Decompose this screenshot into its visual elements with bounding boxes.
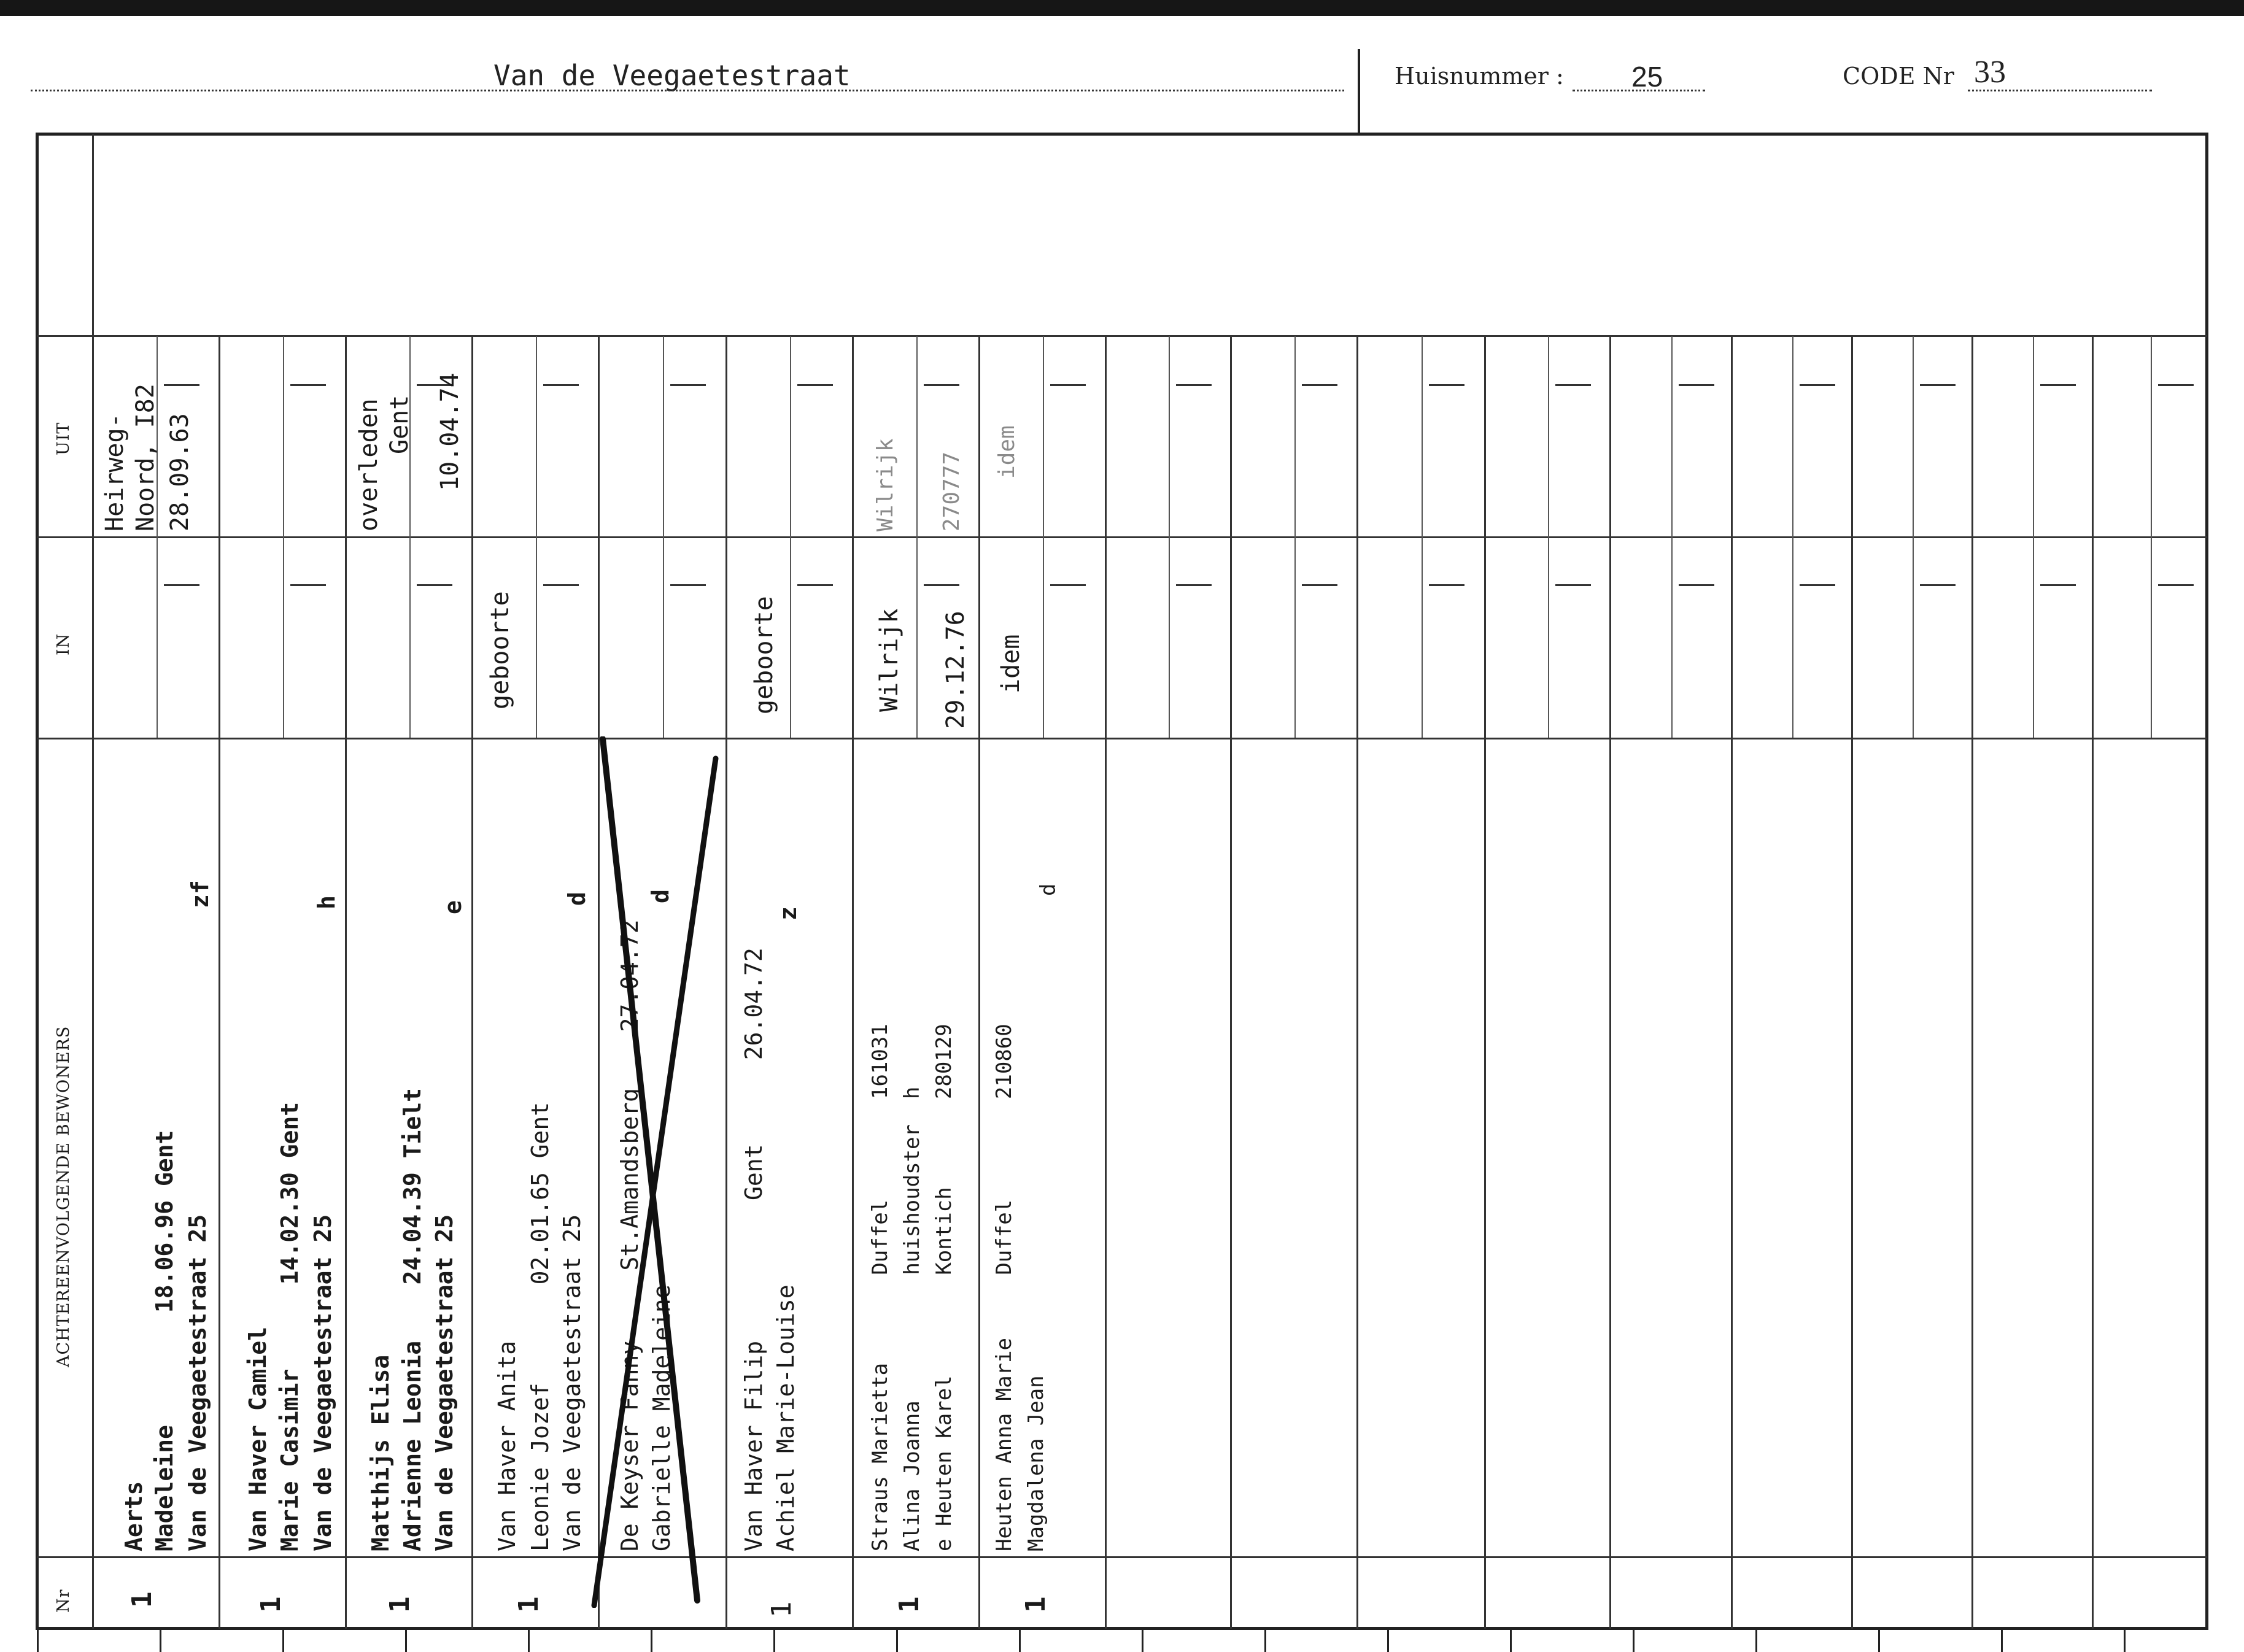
- sub-column-divider: [663, 336, 664, 738]
- code-label: CODE Nr: [1843, 63, 1954, 90]
- empty-field-dash: [1679, 584, 1714, 586]
- street-name: Van de Veegaetestraat: [493, 59, 851, 92]
- entry-7-uit-line-2: 270777: [939, 451, 964, 531]
- entry-4-line-1: Van Haver Anita: [493, 1340, 520, 1551]
- empty-field-dash: [164, 384, 199, 386]
- empty-field-dash: [797, 584, 833, 586]
- empty-field-dash: [543, 384, 579, 386]
- entry-7-uit-line-1: Wilrijk: [873, 438, 898, 531]
- sub-column-divider: [1671, 336, 1673, 738]
- empty-field-dash: [924, 384, 959, 386]
- entry-3-nr: 1: [384, 1596, 416, 1613]
- empty-field-dash: [1050, 584, 1086, 586]
- sub-column-divider: [1422, 336, 1423, 738]
- empty-field-dash: [797, 384, 833, 386]
- grid-line-uit-top: [37, 335, 2207, 337]
- sub-column-divider: [536, 336, 537, 738]
- bottom-tick: [896, 1627, 898, 1652]
- bottom-tick: [651, 1627, 652, 1652]
- bottom-tick: [1387, 1627, 1389, 1652]
- sub-column-divider: [1169, 336, 1170, 738]
- top-edge-band: [0, 0, 2244, 16]
- entry-1-uit-line-2: Noord, I82: [131, 384, 160, 531]
- bottom-tick: [1019, 1627, 1021, 1652]
- empty-field-dash: [1429, 584, 1464, 586]
- empty-field-dash: [1555, 584, 1591, 586]
- empty-field-dash: [1800, 384, 1835, 386]
- entry-4-line-2: Leonie Jozef 02.01.65 Gent: [527, 1102, 554, 1551]
- bottom-tick: [773, 1627, 775, 1652]
- entry-6-line-2: Achiel Marie-Louise: [772, 1284, 799, 1551]
- entry-3-line-3: Van de Veegaetestraat 25: [431, 1214, 458, 1551]
- column-divider: [2092, 336, 2094, 1629]
- entry-3-line-1: Matthijs Elisa: [367, 1354, 394, 1551]
- empty-field-dash: [290, 584, 326, 586]
- column-divider: [1105, 336, 1107, 1629]
- entry-5-line-2: Gabrielle Madeleine: [648, 1284, 675, 1551]
- sub-column-divider: [916, 336, 918, 738]
- entry-6-nr: 1: [766, 1601, 797, 1618]
- empty-field-dash: [417, 584, 452, 586]
- column-divider: [1731, 336, 1733, 1629]
- cross-out-mark: [589, 736, 730, 1608]
- empty-field-dash: [670, 584, 706, 586]
- entry-8-in-line-1: idem: [997, 634, 1025, 693]
- empty-field-dash: [1429, 384, 1464, 386]
- empty-field-dash: [2158, 384, 2194, 386]
- entry-2-nr: 1: [255, 1596, 287, 1613]
- empty-field-dash: [2040, 584, 2076, 586]
- empty-field-dash: [1050, 384, 1086, 386]
- entry-4-line-3: Van de Veegaetestraat 25: [559, 1214, 586, 1551]
- entry-3-line-2: Adrienne Leonia 24.04.39 Tielt: [399, 1088, 426, 1551]
- row-label-nr: Nr: [54, 1589, 73, 1613]
- bottom-tick: [1633, 1627, 1635, 1652]
- sub-column-divider: [1913, 336, 1914, 738]
- entry-3-mark: e: [439, 900, 466, 914]
- entry-6-line-1: Van Haver Filip Gent 26.04.72: [740, 948, 767, 1551]
- entry-7-nr: 1: [894, 1596, 925, 1613]
- empty-field-dash: [2040, 384, 2076, 386]
- entry-8-nr: 1: [1020, 1596, 1051, 1613]
- grid-line-in-top: [37, 536, 2207, 538]
- entry-7-in-line-2: 29.12.76: [942, 611, 970, 729]
- entry-2-mark: h: [313, 895, 340, 909]
- header-divider: [1358, 49, 1360, 133]
- bottom-tick: [282, 1627, 284, 1652]
- sub-column-divider: [1548, 336, 1549, 738]
- street-dotted-line: [31, 90, 1344, 91]
- entry-2-line-3: Van de Veegaetestraat 25: [309, 1214, 336, 1551]
- empty-field-dash: [670, 384, 706, 386]
- column-divider: [1971, 336, 1973, 1629]
- register-grid: [36, 133, 2208, 1630]
- sub-column-divider: [283, 336, 284, 738]
- entry-5-mark: d: [647, 889, 674, 903]
- entry-1-line-1: Aerts: [120, 1481, 147, 1551]
- sub-column-divider: [2033, 336, 2034, 738]
- empty-field-dash: [290, 384, 326, 386]
- grid-line-nr-top: [37, 1556, 2207, 1558]
- empty-field-dash: [543, 584, 579, 586]
- sub-column-divider: [790, 336, 791, 738]
- house-number-label: Huisnummer :: [1395, 63, 1564, 90]
- entry-4-nr: 1: [513, 1596, 544, 1613]
- bottom-tick: [2001, 1627, 2003, 1652]
- empty-field-dash: [1302, 384, 1337, 386]
- empty-field-dash: [924, 584, 959, 586]
- bottom-tick: [1755, 1627, 1757, 1652]
- entry-3-uit-line-1: overleden: [355, 398, 383, 531]
- entry-7-line-1: Straus Marietta Duffel 161031: [868, 1024, 892, 1551]
- code-dotted-line: [1968, 90, 2152, 91]
- bottom-tick: [37, 1627, 39, 1652]
- entry-2-line-2: Marie Casimir 14.02.30 Gent: [276, 1102, 303, 1551]
- column-divider: [1356, 336, 1358, 1629]
- empty-field-dash: [1920, 384, 1956, 386]
- sub-column-divider: [1294, 336, 1296, 738]
- entry-2-line-1: Van Haver Camiel: [244, 1326, 271, 1551]
- entry-8-uit-line-1: idem: [994, 425, 1019, 479]
- row-label-in: IN: [54, 633, 73, 655]
- entry-6-mark: z: [775, 906, 802, 921]
- code-number: 33: [1974, 55, 2006, 90]
- entry-6-in-line-1: geboorte: [750, 596, 778, 714]
- bottom-tick: [1142, 1627, 1143, 1652]
- bottom-tick: [405, 1627, 407, 1652]
- entry-4-in-line-1: geboorte: [486, 591, 514, 709]
- empty-field-dash: [1555, 384, 1591, 386]
- column-divider: [345, 336, 347, 1629]
- entry-5-line-1: De Keyser Fanny St.Amandsberg 27.04.72: [616, 919, 643, 1551]
- bottom-tick: [1510, 1627, 1512, 1652]
- sub-column-divider: [1792, 336, 1793, 738]
- entry-1-line-3: Van de Veegaetestraat 25: [184, 1214, 211, 1551]
- column-divider: [1484, 336, 1486, 1629]
- entry-3-uit-line-2: Gent: [385, 395, 414, 454]
- entry-1-line-2: Madeleine 18.06.96 Gent: [151, 1130, 178, 1551]
- empty-field-dash: [1800, 584, 1835, 586]
- house-number-dotted-line: [1573, 90, 1705, 91]
- empty-field-dash: [1920, 584, 1956, 586]
- bottom-tick: [528, 1627, 530, 1652]
- entry-1-nr: 1: [126, 1591, 158, 1608]
- column-divider: [219, 336, 220, 1629]
- entry-8-line-2: Magdalena Jean: [1024, 1375, 1048, 1551]
- empty-field-dash: [1176, 584, 1212, 586]
- column-divider: [1609, 336, 1611, 1629]
- entry-1-mark: zf: [187, 880, 214, 908]
- entry-7-in-line-1: Wilrijk: [875, 608, 903, 712]
- bottom-tick: [1878, 1627, 1880, 1652]
- empty-field-dash: [1679, 384, 1714, 386]
- row-label-residents: ACHTEREENVOLGENDE BEWONERS: [54, 1025, 73, 1367]
- entry-7-line-3: e Heuten Karel Kontich 280129: [932, 1024, 956, 1551]
- empty-field-dash: [2158, 584, 2194, 586]
- column-divider: [978, 336, 980, 1629]
- grid-line-residents-top: [37, 738, 2207, 739]
- sub-column-divider: [1043, 336, 1044, 738]
- entry-4-mark: d: [563, 892, 590, 906]
- column-divider: [1230, 336, 1232, 1629]
- bottom-tick: [1264, 1627, 1266, 1652]
- entry-8-line-1: Heuten Anna Marie Duffel 210860: [992, 1024, 1016, 1551]
- house-number-value: 25: [1631, 61, 1663, 93]
- sub-column-divider: [2151, 336, 2152, 738]
- column-divider: [852, 336, 854, 1629]
- row-label-uit: UIT: [54, 422, 73, 455]
- empty-field-dash: [1302, 584, 1337, 586]
- entry-7-line-2: Alina Joanna huishoudster h: [900, 1086, 924, 1551]
- empty-field-dash: [1176, 384, 1212, 386]
- entry-1-uit-line-1: Heirweg-: [101, 413, 129, 531]
- column-divider: [1851, 336, 1853, 1629]
- entry-3-uit-line-3: 10.04.74: [436, 372, 464, 491]
- bottom-tick: [2124, 1627, 2126, 1652]
- entry-1-uit-line-3: 28.09.63: [166, 413, 194, 531]
- empty-field-dash: [164, 584, 199, 586]
- column-divider: [471, 336, 473, 1629]
- grid-line-label-column: [92, 134, 94, 1629]
- bottom-tick: [160, 1627, 161, 1652]
- entry-8-mark: d: [1036, 883, 1061, 896]
